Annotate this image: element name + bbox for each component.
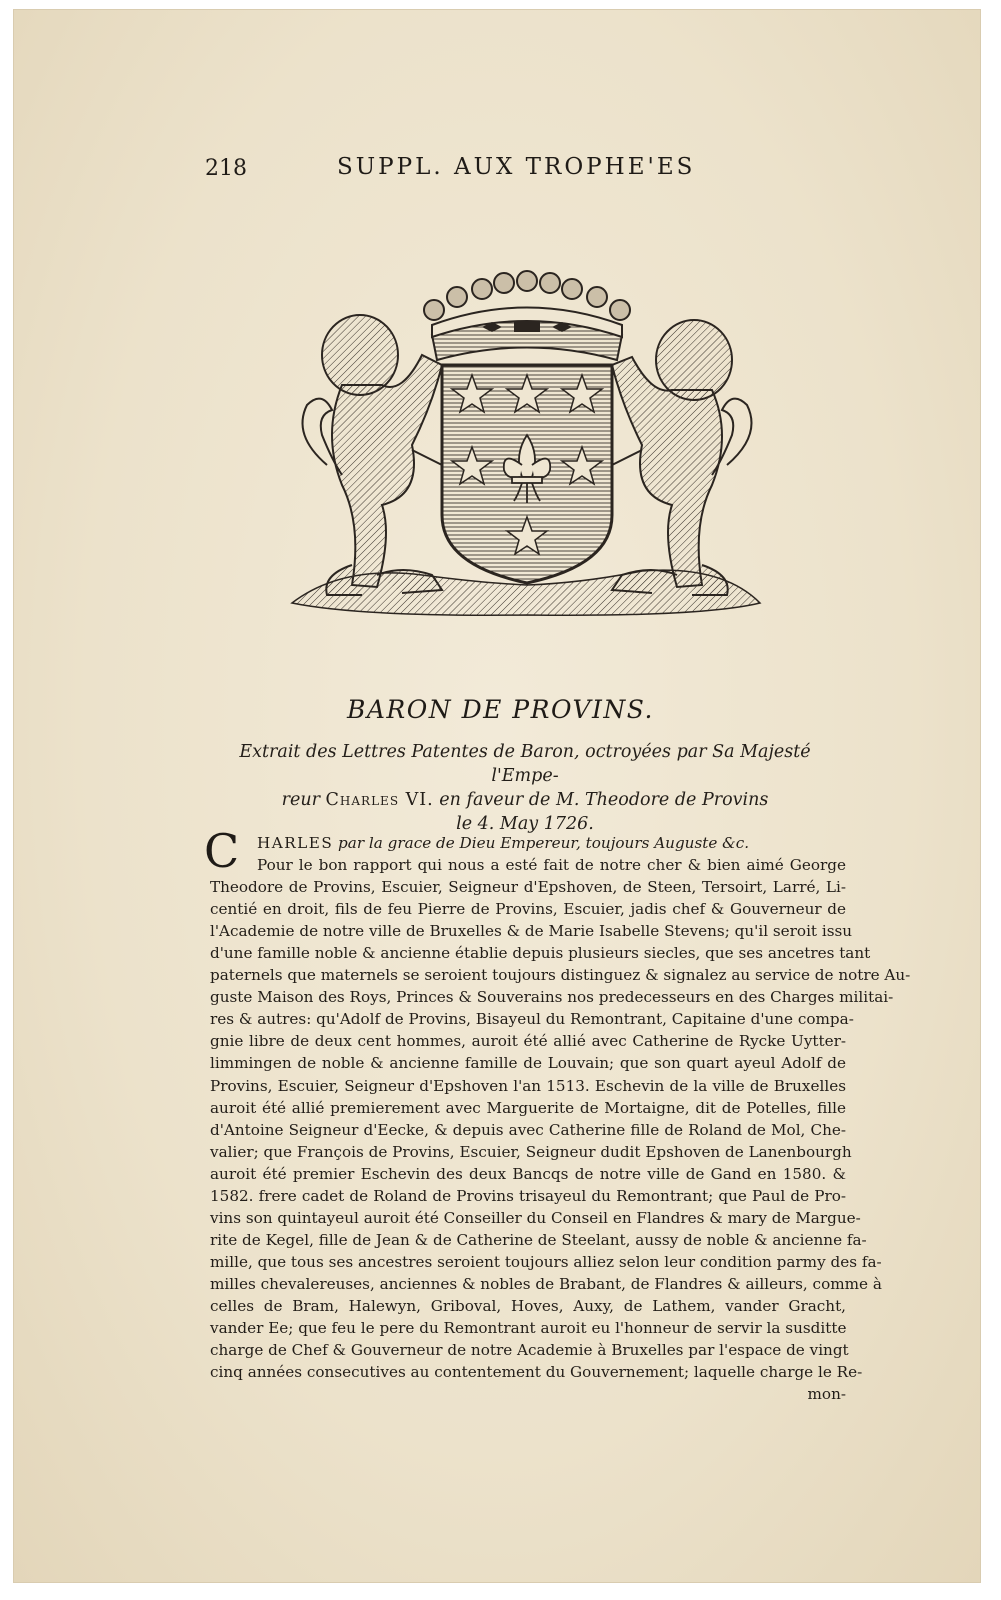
body-line: d'Antoine Seigneur d'Eecke, & depuis avec Catherine fille de Roland de Mol, Che- [210, 1120, 846, 1139]
body-line: res & autres: qu'Adolf de Provins, Bisayeul du Remontrant, Capitaine d'une compa- [210, 1010, 854, 1029]
body-line: milles chevalereuses, anciennes & nobles de Brabant, de Flandres & ailleurs, comme à [210, 1274, 882, 1293]
body-line: rite de Kegel, fille de Jean & de Catherine de Steelant, aussy de noble & ancienne fa- [210, 1230, 867, 1249]
catchword: mon- [807, 1385, 846, 1404]
body-line: cinq années consecutives au contentement du Gouvernement; laquelle charge le Re- [210, 1363, 863, 1382]
page-number: 218 [205, 156, 247, 181]
body-line: limmingen de noble & ancienne famille de Louvain; que son quart ayeul Adolf de [210, 1054, 846, 1073]
subtitle-line-3: le 4. May 1726. [456, 814, 594, 834]
body-line: Provins, Escuier, Seigneur d'Epshoven l'an 1513. Eschevin de la ville de Bruxelles [210, 1076, 846, 1095]
body-line: auroit été premier Eschevin des deux Bancqs de notre ville de Gand en 1580. & [210, 1164, 846, 1183]
subtitle [205, 740, 845, 836]
body-line: l'Academie de notre ville de Bruxelles & de Marie Isabelle Stevens; qu'il seroit issu [210, 922, 853, 941]
body-line: 1582. frere cadet de Roland de Provins trisayeul du Remontrant; que Paul de Pro- [210, 1186, 846, 1205]
body-line: guste Maison des Roys, Princes & Souverains nos predecesseurs en des Charges militai- [210, 988, 894, 1007]
body-line: d'une famille noble & ancienne établie depuis plusieurs siecles, que ses ancetres tant [210, 944, 871, 963]
subtitle-line-2-b: en faveur de M. Theodore de Provins [433, 790, 769, 810]
baron-coronet [424, 271, 630, 360]
coat-of-arms-icon [282, 265, 772, 630]
body-line: vander Ee; que feu le pere du Remontrant auroit eu l'honneur de servir la susditte [210, 1319, 847, 1338]
opening-italic: par la grace de Dieu Empereur, toujours Auguste &c. [333, 834, 750, 852]
opening-caps: HARLES [257, 834, 334, 852]
body-line: valier; que François de Provins, Escuier, Seigneur dudit Epshoven de Lanenbourgh [210, 1142, 852, 1161]
body-line: mille, que tous ses ancestres seroient toujours alliez selon leur condition parmy des fa- [210, 1252, 882, 1271]
body-line: gnie libre de deux cent hommes, auroit été allié avec Catherine de Rycke Uytter- [210, 1032, 846, 1051]
body-line: paternels que maternels se seroient toujours distinguez & signalez au service de notre Au- [210, 966, 911, 985]
running-title: SUPPL. AUX TROPHE'ES [337, 154, 696, 180]
body-line: celles de Bram, Halewyn, Griboval, Hoves, Auxy, de Lathem, vander Gracht, [210, 1296, 846, 1315]
subtitle-emperor-name: Charles VI. [325, 790, 434, 810]
body-line: centié en droit, fils de feu Pierre de Provins, Escuier, jadis chef & Gouverneur de [210, 900, 846, 919]
right-lion-supporter [612, 320, 752, 595]
left-lion-supporter [303, 315, 443, 595]
body-line: Theodore de Provins, Escuier, Seigneur d'Epshoven, de Steen, Tersoirt, Larré, Li- [210, 878, 846, 897]
body-line: auroit été allié premierement avec Marguerite de Mortaigne, dit de Potelles, fille [210, 1098, 846, 1117]
body-line: charge de Chef & Gouverneur de notre Academie à Bruxelles par l'espace de vingt [210, 1341, 849, 1360]
drop-cap: C [204, 824, 240, 878]
subtitle-line-2-a: reur [281, 790, 326, 810]
body-line: Pour le bon rapport qui nous a esté fait de notre cher & bien aimé George [257, 856, 846, 875]
subtitle-line-1: Extrait des Lettres Patentes de Baron, octroyées par Sa Majesté l'Empe- [239, 742, 811, 786]
subtitle-line-2 [205, 788, 845, 812]
body-line: vins son quintayeul auroit été Conseiller du Conseil en Flandres & mary de Margue- [210, 1208, 861, 1227]
page-title: BARON DE PROVINS. [347, 695, 654, 724]
running-head [205, 150, 705, 186]
